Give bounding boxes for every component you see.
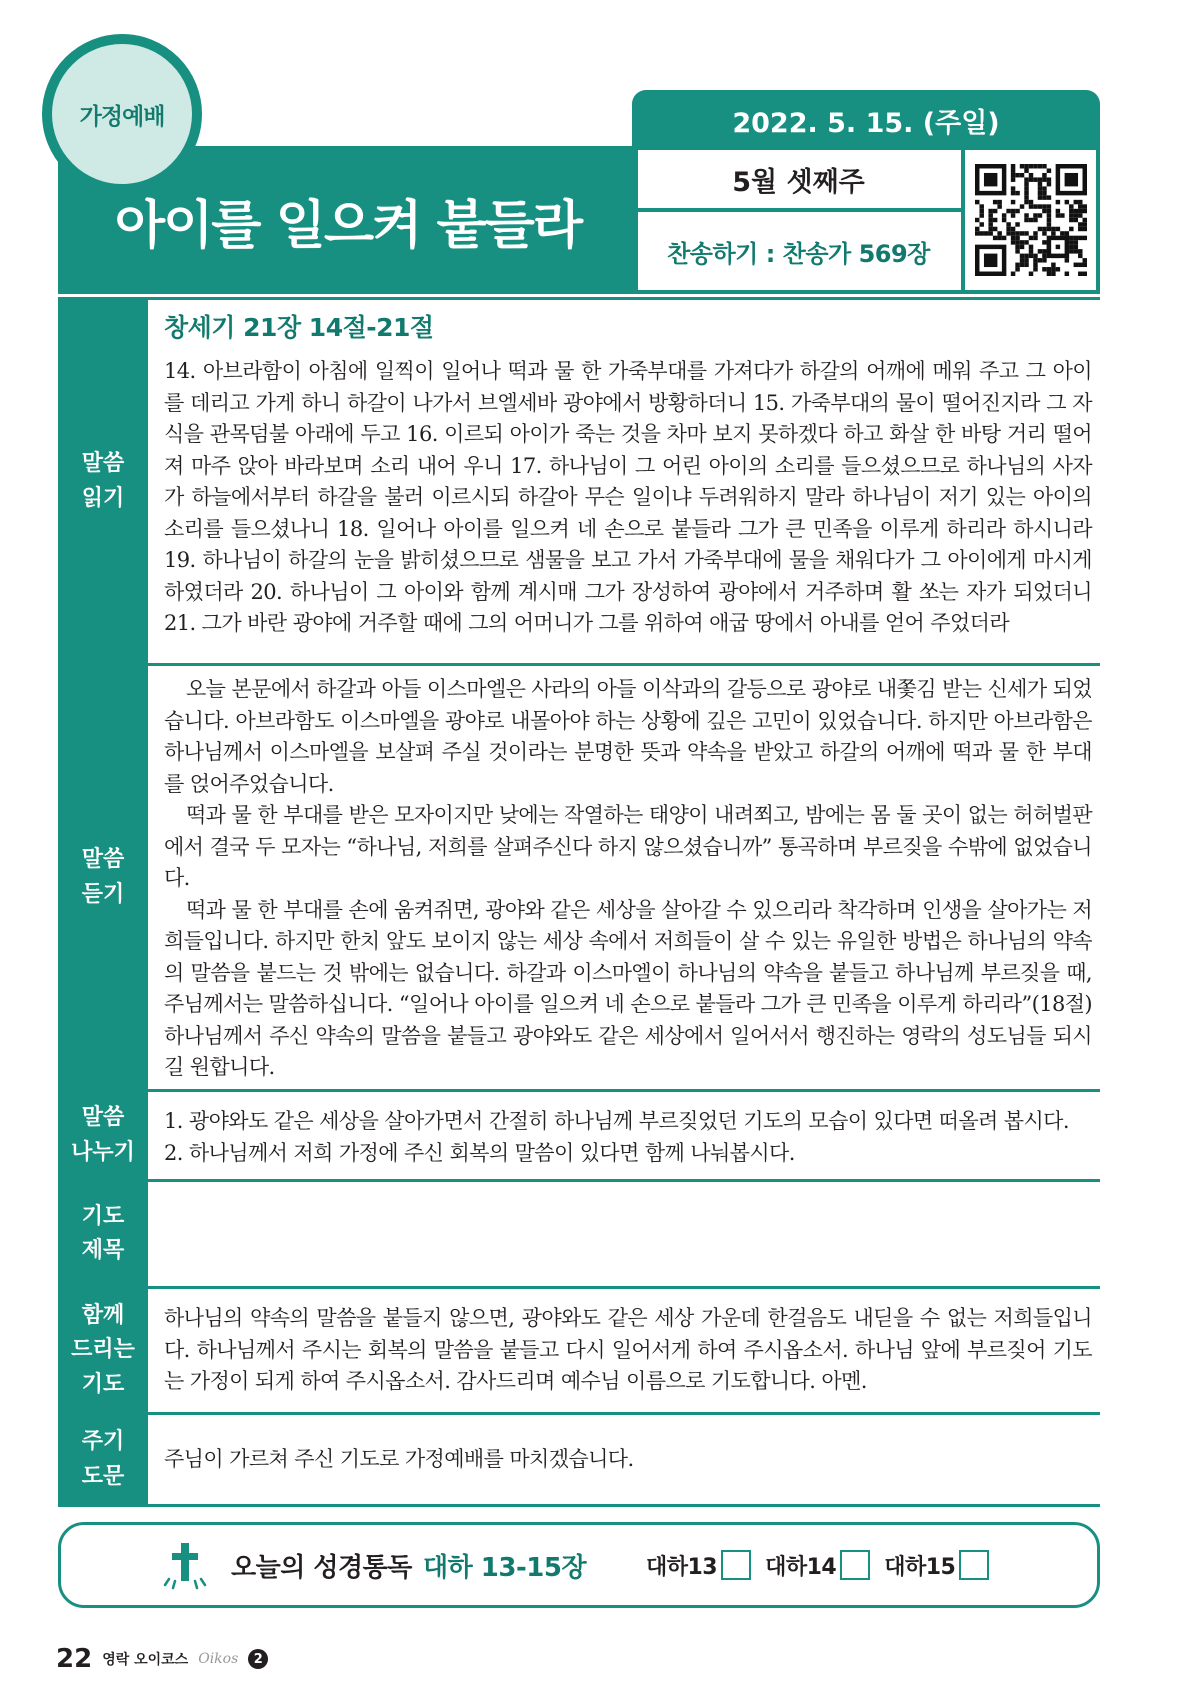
bible-reading-bar bbox=[58, 1522, 1100, 1608]
section-share bbox=[58, 1092, 1100, 1182]
section-label-prayer-title: 기도 제목 bbox=[58, 1182, 148, 1286]
week-cell bbox=[636, 150, 961, 208]
closing-text: 주님이 가르쳐 주신 기도로 가정예배를 마치겠습니다. bbox=[164, 1446, 634, 1471]
qr-code-graphic bbox=[975, 164, 1087, 276]
checkbox[interactable] bbox=[721, 1550, 751, 1580]
check-item[interactable] bbox=[646, 1550, 751, 1581]
checkbox[interactable] bbox=[840, 1550, 870, 1580]
scripture-reference: 창세기 21장 14절-21절 bbox=[164, 313, 434, 342]
qr-code-icon[interactable] bbox=[965, 150, 1096, 290]
section-together-prayer bbox=[58, 1289, 1100, 1415]
section-label-read: 말씀 읽기 bbox=[58, 300, 148, 663]
reading-label: 오늘의 성경통독 bbox=[231, 1552, 412, 1583]
badge-label: 가정예배 bbox=[79, 103, 165, 130]
cross-icon bbox=[161, 1541, 209, 1593]
date-tab bbox=[632, 90, 1100, 150]
section-read bbox=[58, 300, 1100, 666]
prayer-title-blank[interactable] bbox=[148, 1182, 1100, 1286]
hymn-cell bbox=[636, 212, 961, 290]
check-label: 대하14 bbox=[765, 1554, 837, 1580]
together-prayer-text: 하나님의 약속의 말씀을 붙들지 않으면, 광야와도 같은 세상 가운데 한걸음도 내딛을 수 없는 저희들입니다. 하나님께서 주시는 회복의 말씀을 붙들고 다시 일어서게 하여 주시옵소서. 하나님 앞에 부르짖어 기도는 가정이 되게 하여 주시옵소서. 감사드리며 예수님 이름으로 기도합니다. 아멘. bbox=[164, 1306, 1092, 1393]
date-label: 2022. 5. 15. (주일) bbox=[732, 107, 1000, 139]
reading-range: 대하 13-15장 bbox=[423, 1552, 587, 1583]
section-label-closing: 주기 도문 bbox=[58, 1415, 148, 1504]
section-content-read bbox=[148, 300, 1100, 663]
publication-name: 영락 오이코스 bbox=[102, 1652, 189, 1668]
sermon-paragraph: 떡과 물 한 부대를 손에 움켜쥐면, 광야와 같은 세상을 살아갈 수 있으리라 착각하며 인생을 살아가는 저희들입니다. 하지만 한치 앞도 보이지 않는 세상 속에서 저희들이 살 수 있는 유일한 방법은 하나님의 약속의 말씀을 붙드는 것 밖에는 없습니다. 하갈과 이스마엘이 하나님의 약속을 붙들고 하나님께 부르짖을 때, 주님께서는 말씀하십니다. “일어나 아이를 일으켜 네 손으로 붙들라 그가 큰 민족을 이루게 하리라”(18절) 하나님께서 주신 약속의 말씀을 붙들고 광야와도 같은 세상에서 일어서서 행진하는 영락의 성도님들 되시길 원합니다. bbox=[164, 897, 1092, 1079]
info-box bbox=[632, 146, 1100, 294]
section-prayer-title bbox=[58, 1182, 1100, 1289]
sermon-paragraph: 떡과 물 한 부대를 받은 모자이지만 낮에는 작열하는 태양이 내려쬐고, 밤에는 몸 둘 곳이 없는 허허벌판에서 결국 두 모자는 “하나님, 저희를 살펴주신다 하지 않으셨습니까” 통곡하며 부르짖을 수밖에 없었습니다. bbox=[164, 803, 1092, 890]
hymn-label: 찬송하기 : 찬송가 569장 bbox=[667, 239, 930, 268]
publication-script-mark: Oikos bbox=[198, 1651, 239, 1667]
badge-family-worship bbox=[42, 34, 202, 194]
check-item[interactable] bbox=[884, 1550, 989, 1581]
reading-checklist bbox=[646, 1550, 989, 1581]
sermon-paragraph: 오늘 본문에서 하갈과 아들 이스마엘은 사라의 아들 이삭과의 갈등으로 광야로 내쫓김 받는 신세가 되었습니다. 아브라함도 이스마엘을 광야로 내몰아야 하는 상황에 깊은 고민이 있었습니다. 하지만 아브라함은 하나님께서 이스마엘을 보살펴 주실 것이라는 분명한 뜻과 약속을 받았고 하갈의 어깨에 떡과 물 한 부대를 얹어주었습니다. bbox=[164, 677, 1092, 796]
check-item[interactable] bbox=[765, 1550, 870, 1581]
page-number: 22 bbox=[56, 1644, 93, 1674]
scripture-text: 14. 아브라함이 아침에 일찍이 일어나 떡과 물 한 가죽부대를 가져다가 하갈의 어깨에 메워 주고 그 아이를 데리고 가게 하니 하갈이 나가서 브엘세바 광야에서 방황하더니 15. 가죽부대의 물이 떨어진지라 그 자식을 관목덤불 아래에 두고 16. 이르되 아이가 죽는 것을 차마 보지 못하겠다 하고 화살 한 바탕 거리 떨어져 마주 앉아 바라보며 소리 내어 우니 17. 하나님이 그 어린 아이의 소리를 들으셨으므로 하나님의 사자가 하늘에서부터 하갈을 불러 이르시되 하갈아 무슨 일이냐 두려워하지 말라 하나님이 저기 있는 아이의 소리를 들으셨나니 18. 일어나 아이를 일으켜 네 손으로 붙들라 그가 큰 민족을 이루게 하리라 하시니라 19. 하나님이 하갈의 눈을 밝히셨으므로 샘물을 보고 가서 가죽부대에 물을 채워다가 그 아이에게 마시게 하였더라 20. 하나님이 그 아이와 함께 계시매 그가 장성하여 광야에서 거주하며 활 쏘는 자가 되었더니 21. 그가 바란 광야에 거주할 때에 그의 어머니가 그를 위하여 애굽 땅에서 아내를 얻어 주었더라 bbox=[164, 359, 1092, 635]
section-content-share bbox=[148, 1092, 1100, 1179]
discussion-question: 1. 광야와도 같은 세상을 살아가면서 간절히 하나님께 부르짖었던 기도의 모습이 있다면 떠올려 봅시다. bbox=[164, 1109, 1069, 1133]
page-footer bbox=[56, 1644, 268, 1674]
discussion-question: 2. 하나님께서 저희 가정에 주신 회복의 말씀이 있다면 함께 나눠봅시다. bbox=[164, 1140, 795, 1165]
check-label: 대하15 bbox=[884, 1554, 956, 1580]
section-label-listen: 말씀 듣기 bbox=[58, 666, 148, 1089]
check-label: 대하13 bbox=[646, 1554, 718, 1580]
section-content-listen bbox=[148, 666, 1100, 1089]
page-title: 아이를 일으켜 붙들라 bbox=[114, 195, 582, 256]
volume-badge: 2 bbox=[248, 1649, 268, 1669]
section-label-together: 함께 드리는 기도 bbox=[58, 1289, 148, 1412]
section-lords-prayer bbox=[58, 1415, 1100, 1507]
checkbox[interactable] bbox=[959, 1550, 989, 1580]
week-label: 5월 셋째주 bbox=[732, 166, 865, 198]
section-listen bbox=[58, 666, 1100, 1092]
section-label-share: 말씀 나누기 bbox=[58, 1092, 148, 1179]
